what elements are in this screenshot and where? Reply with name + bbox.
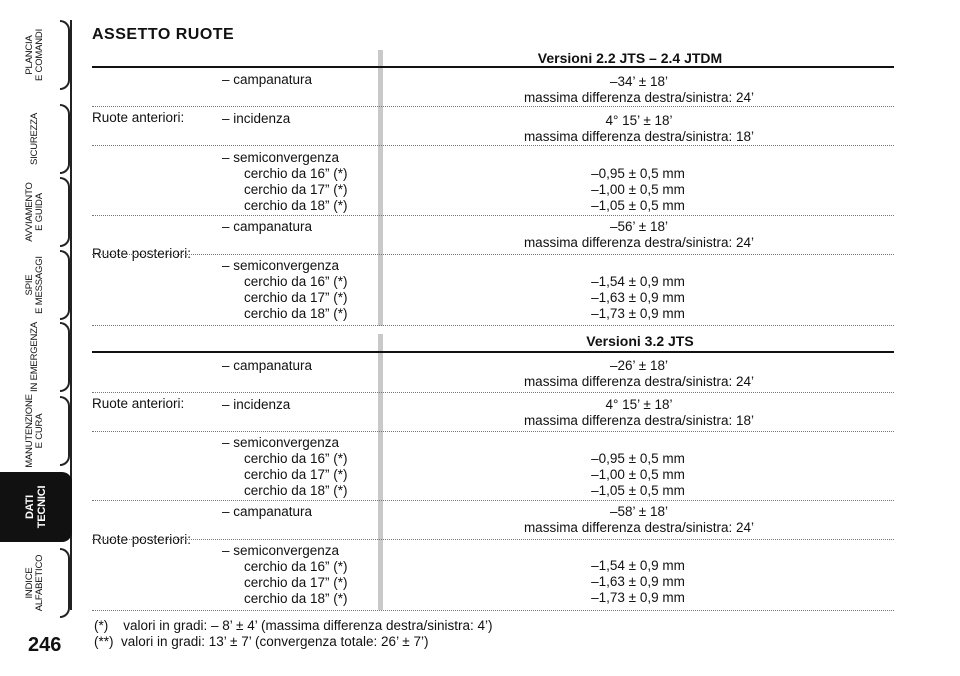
param-toe-rear: – semiconvergenza cerchio da 16” (*) cerchio da 17” (*) cerchio da 18” (*) bbox=[222, 258, 348, 321]
param-camber-rear: – campanatura bbox=[222, 219, 313, 234]
tab-label: MANUTENZIONE E CURA bbox=[24, 394, 45, 468]
tab-label: AVVIAMENTO E GUIDA bbox=[24, 182, 45, 242]
front-wheels-label: Ruote anteriori: bbox=[92, 396, 185, 411]
param-caster: – incidenza bbox=[222, 111, 291, 126]
tab-label: SPIE E MESSAGGI bbox=[24, 256, 45, 314]
section1-rule bbox=[92, 66, 894, 68]
row-separator bbox=[92, 431, 894, 432]
row-separator bbox=[92, 215, 894, 216]
value-camber-rear: –56’ ± 18’ massima differenza destra/sinistra: 24’ bbox=[523, 219, 755, 250]
tab-label: PLANCIA E COMANDI bbox=[24, 28, 45, 82]
row-separator bbox=[92, 145, 894, 146]
column-divider bbox=[378, 334, 383, 610]
value-camber-front: –26’ ± 18’ massima differenza destra/sinistra: 24’ bbox=[523, 358, 755, 389]
tab-label: INDICE ALFABETICO bbox=[24, 554, 45, 612]
param-toe-front: – semiconvergenza cerchio da 16” (*) cerchio da 17” (*) cerchio da 18” (*) bbox=[222, 150, 348, 213]
tab-spie-e-messaggi[interactable] bbox=[0, 250, 70, 320]
value-camber-front: –34’ ± 18’ massima differenza destra/sinistra: 24’ bbox=[523, 74, 755, 105]
tab-in-emergenza[interactable] bbox=[0, 322, 70, 392]
tab-label: SICUREZZA bbox=[29, 112, 40, 166]
param-toe-front: – semiconvergenza cerchio da 16” (*) cerchio da 17” (*) cerchio da 18” (*) bbox=[222, 435, 348, 498]
row-separator bbox=[92, 500, 894, 501]
value-toe-rear: –1,54 ± 0,9 mm –1,63 ± 0,9 mm –1,73 ± 0,9 mm bbox=[591, 274, 685, 321]
section1-heading: Versioni 2.2 JTS – 2.4 JTDM bbox=[537, 50, 723, 66]
row-separator bbox=[92, 539, 894, 540]
value-camber-rear: –58’ ± 18’ massima differenza destra/sinistra: 24’ bbox=[523, 504, 755, 535]
rear-wheels-label: Ruote posteriori: bbox=[92, 532, 192, 547]
row-separator bbox=[92, 106, 894, 107]
row-separator bbox=[92, 325, 894, 326]
section2-heading: Versioni 3.2 JTS bbox=[586, 333, 694, 349]
section2-rule bbox=[92, 351, 894, 353]
footnote-1: (*) valori in gradi: – 8’ ± 4’ (massima differenza destra/sinistra: 4’) bbox=[94, 618, 493, 633]
value-caster: 4° 15’ ± 18’ massima differenza destra/sinistra: 18’ bbox=[523, 113, 755, 144]
tab-indice-alfabetico[interactable] bbox=[0, 548, 70, 618]
column-divider bbox=[378, 50, 383, 326]
tab-manutenzione-e-cura[interactable] bbox=[0, 396, 70, 466]
row-separator bbox=[92, 610, 894, 611]
param-caster: – incidenza bbox=[222, 397, 291, 412]
tab-plancia-e-comandi[interactable] bbox=[0, 20, 70, 90]
value-toe-rear: –1,54 ± 0,9 mm –1,63 ± 0,9 mm –1,73 ± 0,9 mm bbox=[591, 558, 685, 605]
value-toe-front: –0,95 ± 0,5 mm –1,00 ± 0,5 mm –1,05 ± 0,5 mm bbox=[591, 451, 685, 498]
value-toe-front: –0,95 ± 0,5 mm –1,00 ± 0,5 mm –1,05 ± 0,5 mm bbox=[591, 166, 685, 213]
tab-avviamento-e-guida[interactable] bbox=[0, 177, 70, 247]
value-caster: 4° 15’ ± 18’ massima differenza destra/sinistra: 18’ bbox=[523, 397, 755, 428]
row-separator bbox=[92, 392, 894, 393]
param-toe-rear: – semiconvergenza cerchio da 16” (*) cerchio da 17” (*) cerchio da 18” (*) bbox=[222, 543, 348, 606]
param-camber-rear: – campanatura bbox=[222, 504, 313, 519]
param-camber: – campanatura bbox=[222, 72, 313, 87]
tab-label: IN EMERGENZA bbox=[29, 322, 40, 392]
tab-sicurezza[interactable] bbox=[0, 104, 70, 174]
page-number: 246 bbox=[28, 634, 62, 656]
chapter-tabs bbox=[0, 0, 73, 676]
front-wheels-label: Ruote anteriori: bbox=[92, 110, 185, 125]
row-separator bbox=[92, 254, 894, 255]
tab-label: DATI TECNICI bbox=[24, 485, 48, 529]
rear-wheels-label: Ruote posteriori: bbox=[92, 246, 192, 261]
param-camber: – campanatura bbox=[222, 358, 313, 373]
tab-dati-tecnici[interactable] bbox=[0, 472, 72, 542]
footnote-2: (**) valori in gradi: 13’ ± 7’ (convergenza totale: 26’ ± 7’) bbox=[94, 634, 429, 649]
page-title: ASSETTO RUOTE bbox=[92, 26, 235, 43]
